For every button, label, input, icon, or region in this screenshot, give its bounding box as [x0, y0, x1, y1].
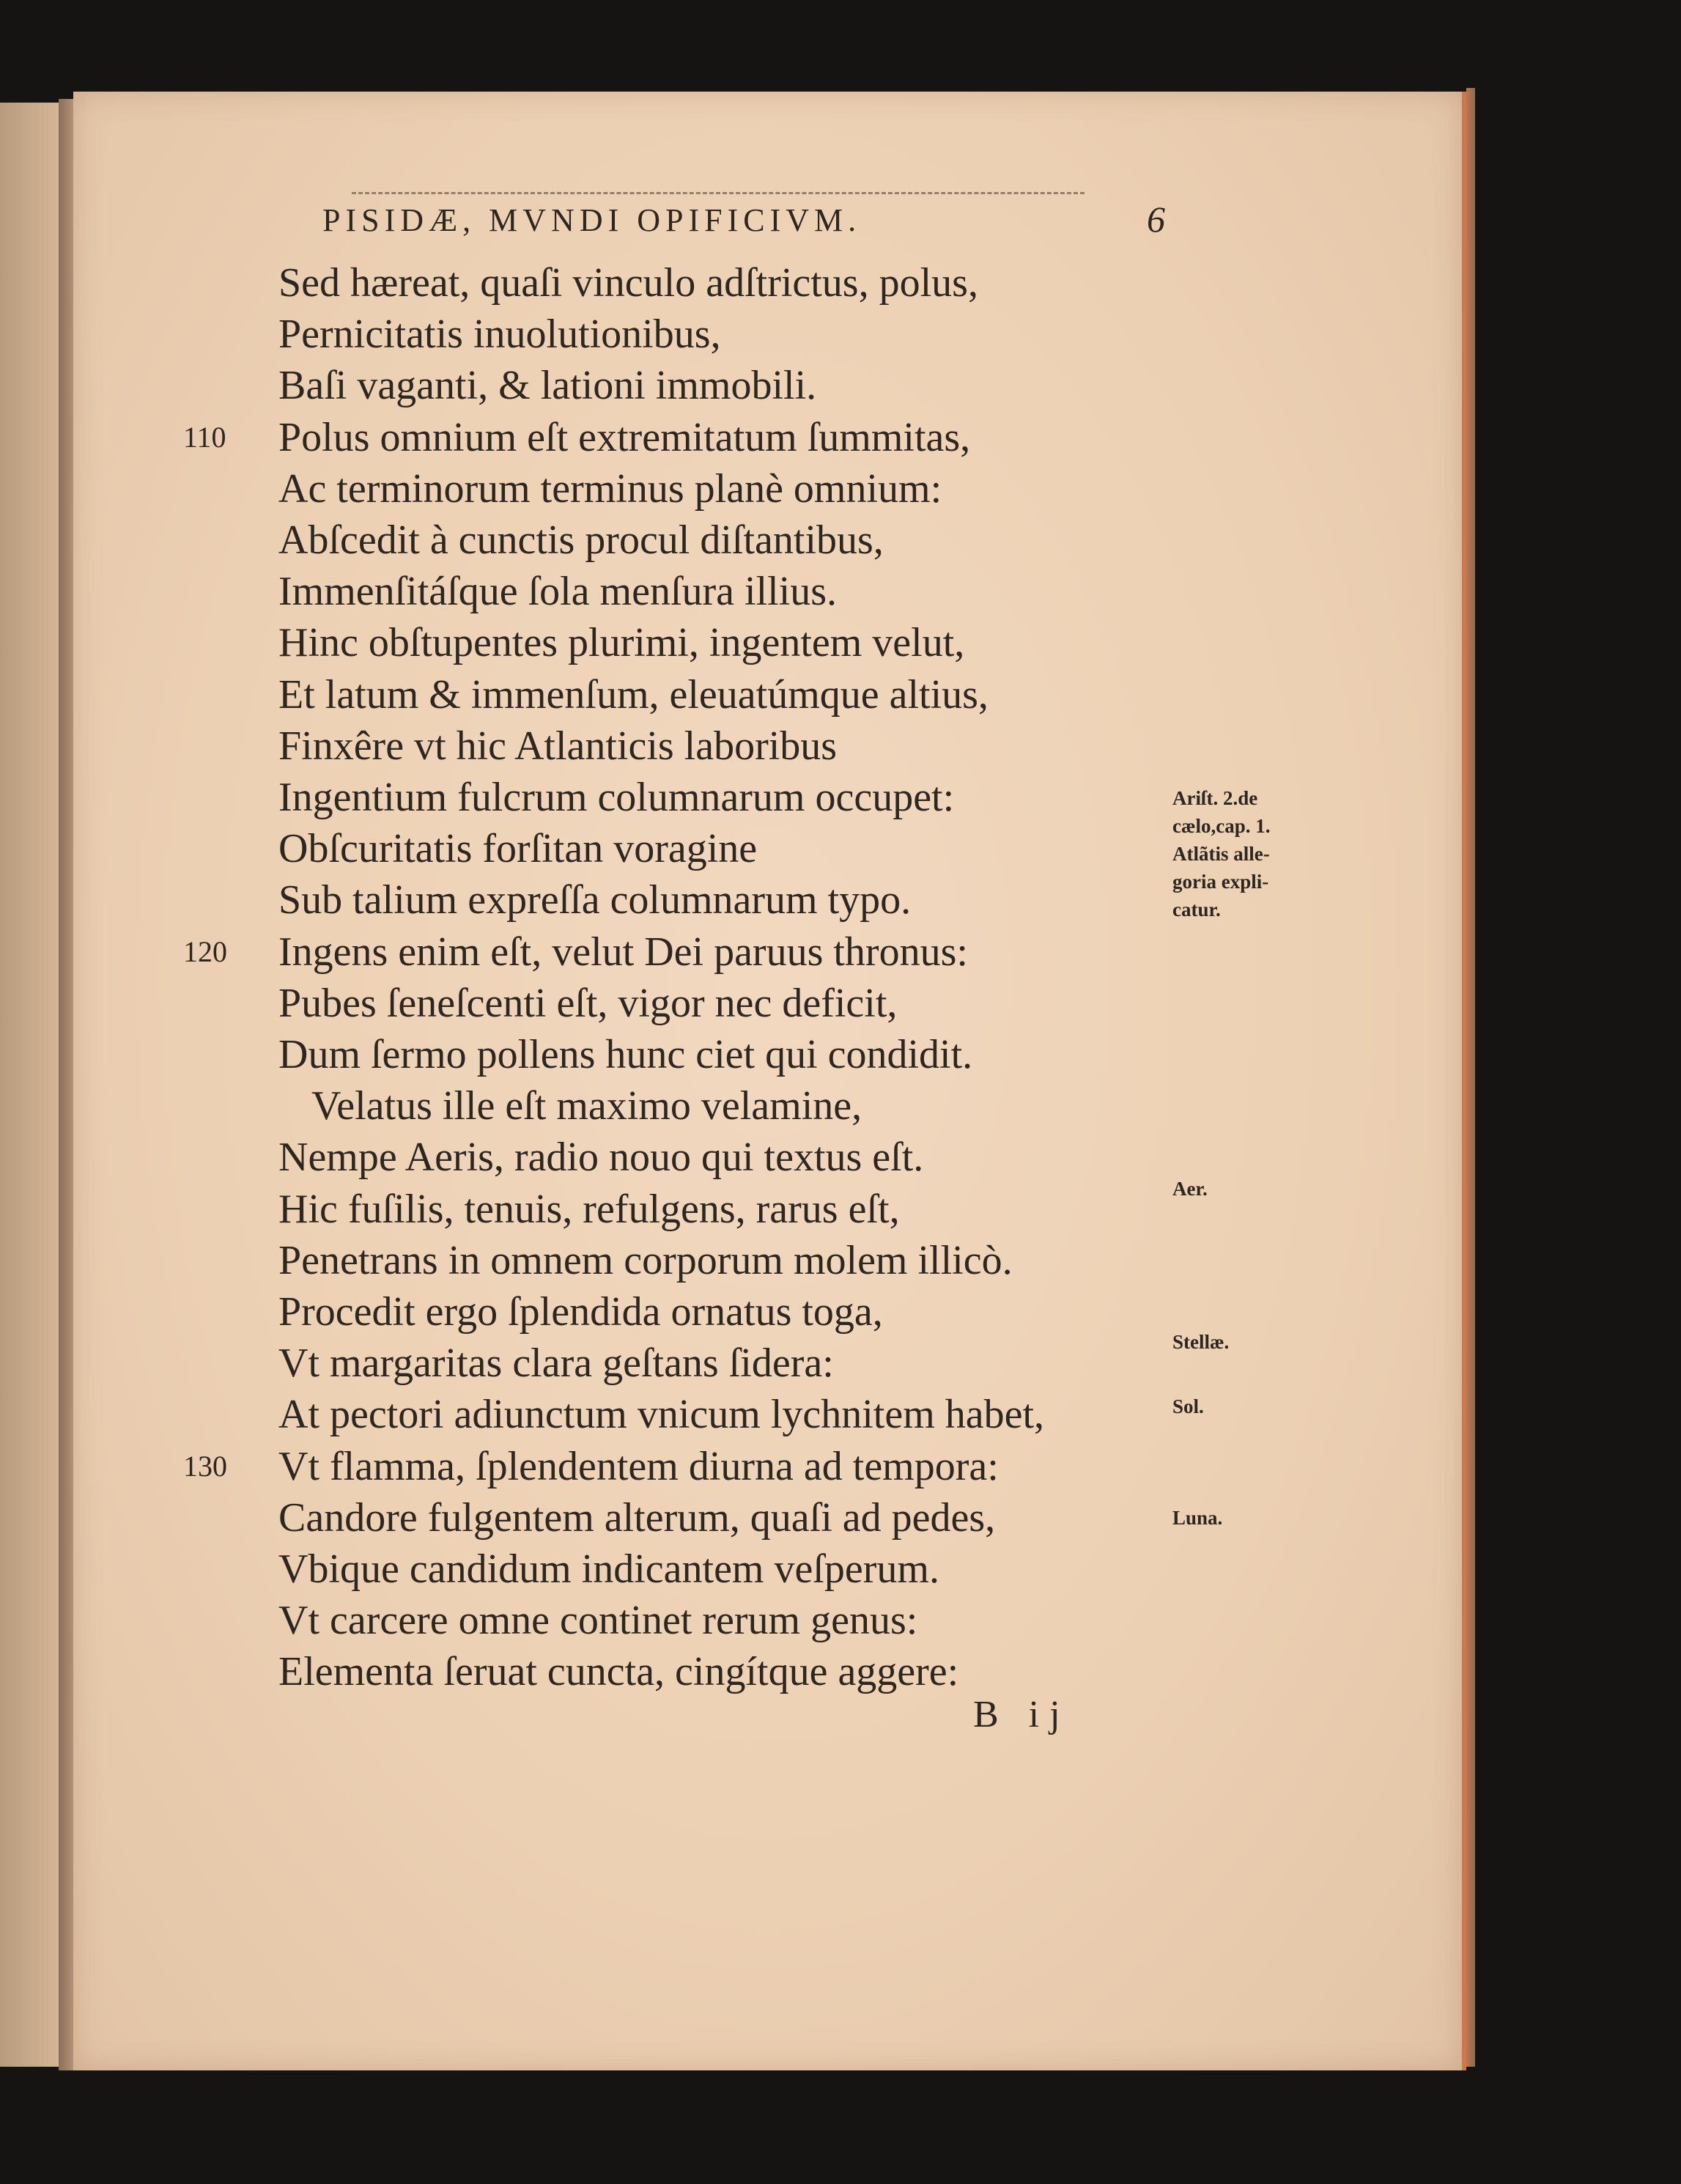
margin-note-luna: Luna.: [1172, 1507, 1223, 1529]
verse-line: Immenſitáſque ſola menſura illius.: [278, 569, 838, 615]
note-line: Ariſt. 2.de: [1172, 787, 1258, 809]
verse-line: Polus omnium eſt extremitatum ſummitas,: [278, 414, 971, 460]
verse-line: Procedit ergo ſplendida ornatus toga,: [278, 1289, 883, 1335]
verse-line: Penetrans in omnem corporum molem illicò.: [278, 1237, 1013, 1283]
line-number: 130: [183, 1450, 227, 1483]
verse-line: Pubes ſeneſcenti eſt, vigor nec deficit,: [278, 980, 898, 1026]
margin-note-aer: Aer.: [1172, 1178, 1208, 1200]
page-number: 6: [1147, 199, 1165, 240]
line-number: 120: [183, 935, 227, 968]
verse-line: Hinc obſtupentes plurimi, ingentem velut,: [278, 620, 965, 666]
verse-line: Vt carcere omne continet rerum genus:: [278, 1598, 918, 1644]
running-head: PISIDÆ, MVNDI OPIFICIVM.: [322, 202, 862, 238]
verse-line: Abſcedit à cunctis procul diſtantibus,: [278, 517, 884, 563]
verse-line: Ingens enim eſt, velut Dei paruus thronus:: [278, 929, 968, 975]
verse-line: Vt flamma, ſplendentem diurna ad tempora:: [278, 1443, 999, 1489]
margin-note-aristotle: [1172, 784, 1270, 923]
verse-line: Finxêre vt hic Atlanticis laboribus: [278, 723, 838, 769]
verse-line: Et latum & immenſum, eleuatúmque altius,: [278, 671, 989, 717]
header-rule: [352, 192, 1085, 194]
margin-note-stellae: Stellæ.: [1172, 1331, 1230, 1353]
margin-note-sol: Sol.: [1172, 1395, 1204, 1417]
verse-line: At pectori adiunctum vnicum lychnitem habet,: [278, 1392, 1045, 1438]
verse-line: Dum ſermo pollens hunc ciet qui condidit.: [278, 1032, 973, 1077]
verse-line: Nempe Aeris, radio nouo qui textus eſt.: [278, 1135, 924, 1181]
verse-line: Velatus ille eſt maximo velamine,: [311, 1083, 862, 1129]
note-line: catur.: [1172, 899, 1221, 921]
verse-line: Baſi vaganti, & lationi immobili.: [278, 363, 817, 409]
verse-line: Elementa ſeruat cuncta, cingítque aggere:: [278, 1649, 959, 1695]
verse-line: Vt margaritas clara geſtans ſidera:: [278, 1340, 834, 1387]
verse-line: Sub talium expreſſa columnarum typo.: [278, 877, 912, 923]
signature-mark: B ij: [973, 1694, 1071, 1735]
verse-line: Ingentium fulcrum columnarum occupet:: [278, 775, 955, 820]
verse-line: Candore fulgentem alterum, quaſi ad pedes,: [278, 1494, 996, 1541]
verse-line: Pernicitatis inuolutionibus,: [278, 311, 721, 358]
page-fore-edge: [1466, 88, 1475, 2067]
verse-line: Sed hæreat, quaſi vinculo adſtrictus, polus,: [278, 260, 978, 306]
verse-line: Ac terminorum terminus planè omnium:: [278, 465, 942, 512]
note-line: goria expli-: [1172, 871, 1269, 893]
note-line: Atlãtis alle-: [1172, 843, 1270, 865]
verse-line: Hic fuſilis, tenuis, refulgens, rarus eſt,: [278, 1186, 900, 1232]
note-line: cælo,cap. 1.: [1172, 815, 1271, 837]
line-number: 110: [183, 421, 226, 454]
verse-line: Obſcuritatis forſitan voragine: [278, 826, 758, 872]
verse-line: Vbique candidum indicantem veſperum.: [278, 1546, 939, 1592]
